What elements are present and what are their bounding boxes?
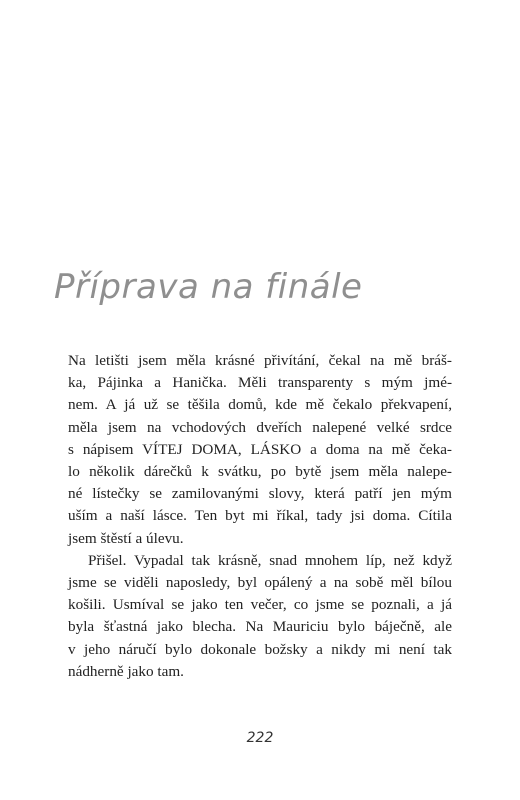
text-line: Přišel. Vypadal tak krásně, snad mnohem líp, než když [88, 551, 452, 569]
text-line: Na letišti jsem měla krásné přivítání, čekal na mě bráš- [68, 352, 452, 369]
text-line: košili. Usmíval se jako ten večer, co jsme se poznali, a já [68, 596, 452, 614]
page-number: 222 [246, 730, 274, 746]
text-line: nem. A já už se těšila domů, kde mě čekalo překvapení, [68, 396, 452, 414]
text-line: ka, Pájinka a Hanička. Měli transparenty s mým jmé- [68, 374, 452, 392]
text-line: byla šťastná jako blecha. Na Mauriciu bylo báječně, ale [68, 618, 452, 636]
text-line: lo několik dárečků k svátku, po bytě jsem měla nalepe- [68, 463, 452, 481]
text-line: jsem štěstí a úlevu. [68, 529, 184, 547]
text-line: s nápisem VÍTEJ DOMA, LÁSKO a doma na mě čeka- [68, 440, 452, 458]
text-line: měla jsem na vchodových dveřích nalepené velké srdce [68, 418, 452, 436]
chapter-title: Příprava na finále [54, 267, 363, 307]
paragraph-1 [68, 350, 452, 550]
body-text [68, 350, 452, 683]
text-line: v jeho náručí bylo dokonale božsky a nikdy mi není tak [68, 640, 452, 658]
text-line: uším a naší lásce. Ten byt mi říkal, tady jsi doma. Cítila [68, 507, 452, 525]
paragraph-2 [68, 550, 452, 683]
text-line: né lístečky se zamilovanými slovy, která patří jen mým [68, 485, 452, 503]
text-line: jsme se viděli naposledy, byl opálený a na sobě měl bílou [68, 574, 452, 592]
text-line: nádherně jako tam. [68, 662, 184, 680]
